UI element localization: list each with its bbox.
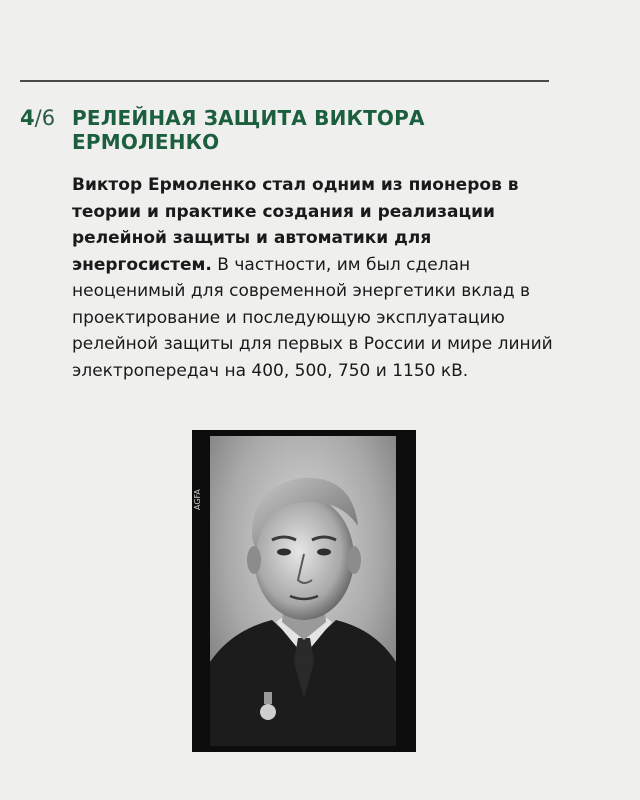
top-divider — [20, 80, 549, 82]
lead-text: Виктор Ермоленко стал одним из пионеров в теории и практике создания и реализации релейной защиты и автоматики для энергосистем. — [72, 175, 519, 275]
portrait-illustration — [192, 430, 416, 752]
page-current: 4 — [20, 106, 35, 130]
page-separator: / — [34, 106, 42, 130]
page-total: 6 — [41, 106, 56, 130]
body-paragraph — [72, 172, 572, 384]
body-text: В частности, им был сделан неоценимый для современной энергетики вклад в проектирование и последующую эксплуатацию релейной защиты для первых в России и мире линий электропередач на 400, 500, 750 и 1150 кВ. — [72, 254, 553, 381]
page-title: РЕЛЕЙНАЯ ЗАЩИТА ВИКТОРА ЕРМОЛЕНКО — [72, 106, 425, 154]
film-mark: AGFA — [193, 489, 202, 510]
page-counter — [20, 106, 72, 130]
portrait-photo — [192, 430, 416, 752]
section-heading — [20, 106, 580, 154]
